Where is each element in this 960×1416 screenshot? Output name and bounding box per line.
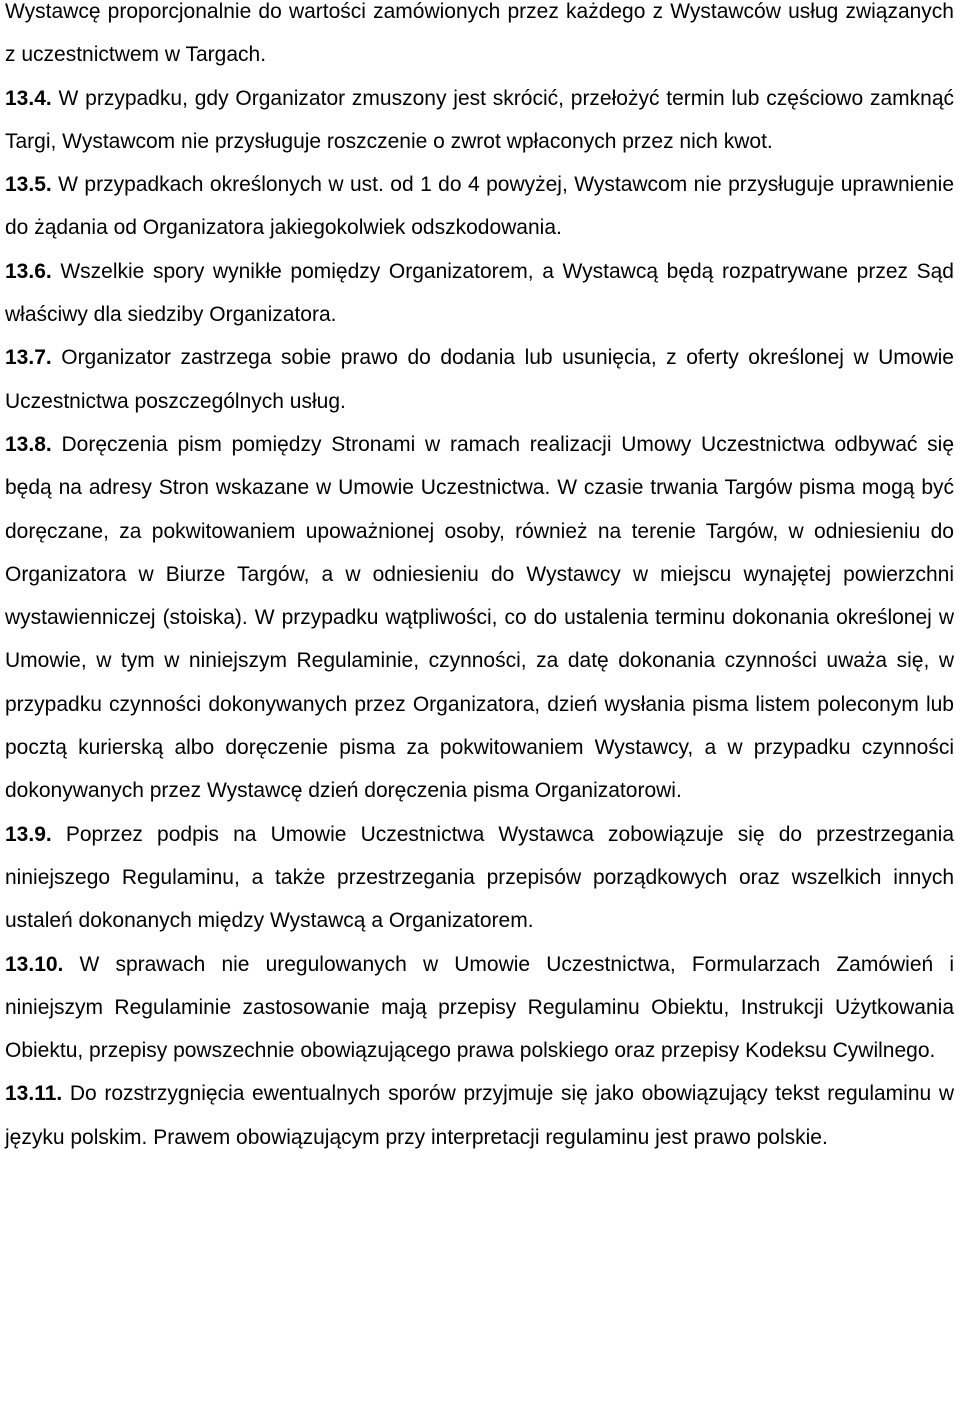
paragraph-number: 13.6. (5, 259, 52, 283)
paragraph-13-11 (5, 1072, 954, 1159)
paragraph-13-6 (5, 250, 954, 337)
paragraph-text: W przypadku, gdy Organizator zmuszony jest skrócić, przełożyć termin lub częściowo zamknąć Targi, Wystawcom nie przysługuje roszczenie o zwrot wpłaconych przez nich kwot. (5, 86, 954, 153)
paragraph-13-8 (5, 423, 954, 813)
paragraph-continuation (5, 0, 954, 77)
paragraph-number: 13.7. (5, 346, 52, 370)
paragraph-number: 13.5. (5, 173, 52, 197)
paragraph-13-10 (5, 943, 954, 1073)
paragraph-text: Wystawcę proporcjonalnie do wartości zamówionych przez każdego z Wystawców usług związanych z uczestnictwem w Targach. (5, 0, 954, 67)
paragraph-text: Poprzez podpis na Umowie Uczestnictwa Wystawca zobowiązuje się do przestrzegania niniejszego Regulaminu, a także przestrzegania przepisów porządkowych oraz wszelkich innych ustaleń dokonanych między Wystawcą a Organizatorem. (5, 822, 954, 933)
paragraph-text: W przypadkach określonych w ust. od 1 do 4 powyżej, Wystawcom nie przysługuje uprawnienie do żądania od Organizatora jakiegokolwiek odszkodowania. (5, 173, 954, 240)
paragraph-number: 13.10. (5, 952, 64, 976)
paragraph-13-7 (5, 336, 954, 423)
paragraph-13-5 (5, 163, 954, 250)
paragraph-text: Doręczenia pism pomiędzy Stronami w ramach realizacji Umowy Uczestnictwa odbywać się będą na adresy Stron wskazane w Umowie Uczestnictwa. W czasie trwania Targów pisma mogą być doręczane, za pokwitowaniem upoważnionej osoby, również na terenie Targów, w odniesieniu do Organizatora w Biurze Targów, a w odniesieniu do Wystawcy w miejscu wynajętej powierzchni wystawienniczej (stoiska). W przypadku wątpliwości, co do ustalenia terminu dokonania określonej w Umowie, w tym w niniejszym Regulaminie, czynności, za datę dokonania czynności uważa się, w przypadku czynności dokonywanych przez Organizatora, dzień wysłania pisma listem poleconym lub pocztą kurierską albo doręczenie pisma za pokwitowaniem Wystawcy, a w przypadku czynności dokonywanych przez Wystawcę dzień doręczenia pisma Organizatorowi. (5, 432, 954, 803)
paragraph-number: 13.9. (5, 822, 52, 846)
paragraph-13-9 (5, 813, 954, 943)
paragraph-text: Do rozstrzygnięcia ewentualnych sporów przyjmuje się jako obowiązujący tekst regulaminu w języku polskim. Prawem obowiązującym przy interpretacji regulaminu jest prawo polskie. (5, 1082, 954, 1149)
paragraph-text: W sprawach nie uregulowanych w Umowie Uczestnictwa, Formularzach Zamówień i niniejszym Regulaminie zastosowanie mają przepisy Regulaminu Obiektu, Instrukcji Użytkowania Obiektu, przepisy powszechnie obowiązującego prawa polskiego oraz przepisy Kodeksu Cywilnego. (5, 952, 954, 1063)
paragraph-text: Wszelkie spory wynikłe pomiędzy Organizatorem, a Wystawcą będą rozpatrywane przez Sąd właściwy dla siedziby Organizatora. (5, 259, 954, 327)
paragraph-number: 13.4. (5, 86, 52, 110)
paragraph-text: Organizator zastrzega sobie prawo do dodania lub usunięcia, z oferty określonej w Umowie Uczestnictwa poszczególnych usług. (5, 346, 954, 413)
paragraph-number: 13.11. (5, 1082, 63, 1106)
paragraph-13-4 (5, 77, 954, 164)
paragraph-number: 13.8. (5, 432, 52, 456)
